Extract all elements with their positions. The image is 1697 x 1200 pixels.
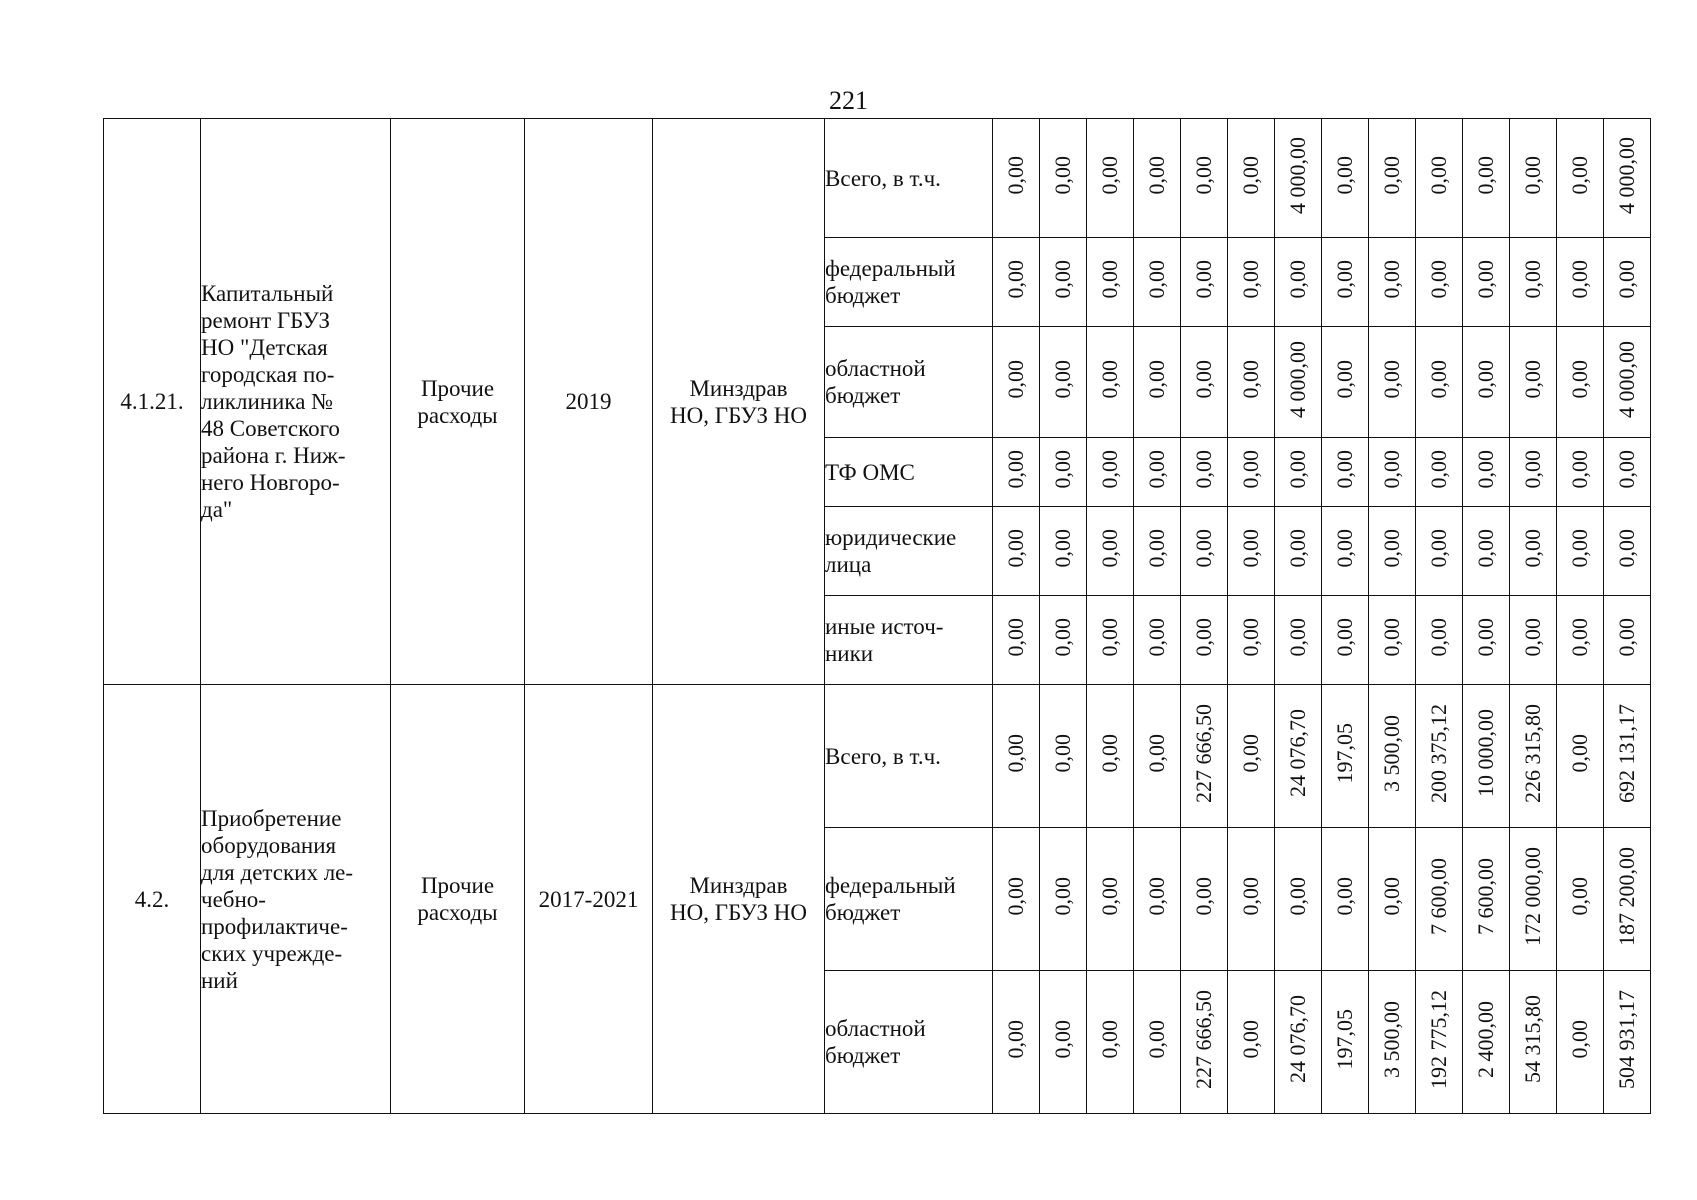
value-cell: [1181, 327, 1228, 438]
value-text: 0,00: [1003, 449, 1028, 489]
period: 2017-2021: [525, 685, 653, 1114]
value-text: 187 200,00: [1614, 846, 1639, 946]
value-cell: [1040, 596, 1087, 685]
value-cell: [1604, 596, 1651, 685]
value-cell: [993, 507, 1040, 596]
value-cell: [993, 971, 1040, 1114]
value-text: 0,00: [1238, 259, 1263, 299]
value-cell: [993, 119, 1040, 238]
value-text: 0,00: [1332, 528, 1357, 568]
value-text: 0,00: [1144, 617, 1169, 657]
value-cell: [1181, 119, 1228, 238]
value-text: 226 315,80: [1520, 703, 1545, 803]
value-text: 0,00: [1567, 449, 1592, 489]
value-cell: [1416, 507, 1463, 596]
value-cell: [1604, 685, 1651, 828]
value-text: 0,00: [1238, 155, 1263, 195]
value-cell: [1134, 327, 1181, 438]
value-text: 0,00: [1050, 617, 1075, 657]
value-text: 192 775,12: [1426, 989, 1451, 1089]
value-text: 0,00: [1379, 876, 1404, 916]
value-cell: [1463, 507, 1510, 596]
value-cell: [1604, 438, 1651, 507]
value-text: 0,00: [1567, 528, 1592, 568]
value-cell: [1087, 327, 1134, 438]
value-cell: [1040, 828, 1087, 971]
value-text: 197,05: [1332, 722, 1357, 784]
value-cell: [1369, 119, 1416, 238]
value-cell: [1510, 971, 1557, 1114]
funding-source: юридические лица: [825, 507, 993, 596]
funding-source: Всего, в т.ч.: [825, 119, 993, 238]
value-cell: [1275, 971, 1322, 1114]
value-text: 0,00: [1050, 259, 1075, 299]
executor: Минздрав НО, ГБУЗ НО: [653, 685, 825, 1114]
value-text: 7 600,00: [1473, 857, 1498, 935]
value-cell: [1087, 971, 1134, 1114]
value-text: 0,00: [1144, 876, 1169, 916]
value-cell: [1134, 238, 1181, 327]
value-cell: [1510, 685, 1557, 828]
value-cell: [1275, 828, 1322, 971]
value-cell: [1134, 119, 1181, 238]
value-cell: [1040, 507, 1087, 596]
value-text: 0,00: [1238, 1019, 1263, 1059]
value-cell: [1040, 438, 1087, 507]
value-cell: [1510, 507, 1557, 596]
value-text: 54 315,80: [1520, 995, 1545, 1083]
value-text: 0,00: [1426, 259, 1451, 299]
value-cell: [1228, 238, 1275, 327]
value-text: 0,00: [1003, 617, 1028, 657]
value-cell: [1087, 507, 1134, 596]
value-text: 0,00: [1050, 876, 1075, 916]
value-text: 200 375,12: [1426, 703, 1451, 803]
value-text: 0,00: [1238, 617, 1263, 657]
value-text: 0,00: [1050, 528, 1075, 568]
value-cell: [1134, 438, 1181, 507]
value-cell: [1275, 119, 1322, 238]
funding-source: федеральный бюджет: [825, 828, 993, 971]
value-text: 4 000,00: [1285, 340, 1310, 418]
value-text: 504 931,17: [1614, 989, 1639, 1089]
item-name: Капитальный ремонт ГБУЗ НО "Детская городская по- ликлиника № 48 Советского района г. Ниж- него Новгоро- да": [201, 119, 391, 685]
value-text: 0,00: [1332, 359, 1357, 399]
value-text: 0,00: [1097, 359, 1122, 399]
value-text: 0,00: [1003, 528, 1028, 568]
value-text: 0,00: [1191, 155, 1216, 195]
value-text: 3 500,00: [1379, 714, 1404, 792]
value-cell: [1228, 828, 1275, 971]
value-cell: [1604, 971, 1651, 1114]
value-cell: [1557, 685, 1604, 828]
value-text: 0,00: [1003, 1019, 1028, 1059]
value-cell: [1369, 596, 1416, 685]
value-cell: [1275, 327, 1322, 438]
value-cell: [1228, 438, 1275, 507]
value-text: 0,00: [1520, 617, 1545, 657]
value-text: 4 000,00: [1614, 136, 1639, 214]
value-text: 0,00: [1379, 617, 1404, 657]
value-text: 0,00: [1473, 449, 1498, 489]
value-cell: [1369, 438, 1416, 507]
value-cell: [1369, 238, 1416, 327]
value-text: 0,00: [1567, 876, 1592, 916]
value-cell: [993, 828, 1040, 971]
value-cell: [1134, 971, 1181, 1114]
value-cell: [1557, 238, 1604, 327]
value-text: 0,00: [1191, 449, 1216, 489]
value-text: 0,00: [1050, 733, 1075, 773]
value-cell: [1322, 685, 1369, 828]
value-text: 0,00: [1191, 259, 1216, 299]
value-text: 0,00: [1097, 733, 1122, 773]
value-cell: [1322, 119, 1369, 238]
value-text: 0,00: [1050, 449, 1075, 489]
value-text: 692 131,17: [1614, 703, 1639, 803]
value-text: 0,00: [1050, 1019, 1075, 1059]
value-cell: [1369, 327, 1416, 438]
value-cell: [1087, 238, 1134, 327]
value-text: 0,00: [1285, 528, 1310, 568]
value-text: 0,00: [1567, 259, 1592, 299]
value-cell: [1275, 507, 1322, 596]
value-cell: [1557, 438, 1604, 507]
value-text: 0,00: [1473, 359, 1498, 399]
value-cell: [1275, 238, 1322, 327]
value-text: 7 600,00: [1426, 857, 1451, 935]
value-cell: [993, 685, 1040, 828]
expense-type: Прочие расходы: [391, 119, 525, 685]
value-cell: [1087, 828, 1134, 971]
item-name: Приобретение оборудования для детских ле- чебно- профилактиче- ских учрежде- ний: [201, 685, 391, 1114]
value-cell: [1087, 119, 1134, 238]
value-cell: [1416, 971, 1463, 1114]
value-text: 0,00: [1379, 528, 1404, 568]
funding-source: областной бюджет: [825, 327, 993, 438]
value-cell: [1463, 119, 1510, 238]
value-text: 0,00: [1379, 359, 1404, 399]
value-text: 0,00: [1003, 359, 1028, 399]
value-cell: [1087, 596, 1134, 685]
value-text: 0,00: [1614, 617, 1639, 657]
value-text: 0,00: [1238, 528, 1263, 568]
value-text: 0,00: [1003, 733, 1028, 773]
value-text: 0,00: [1097, 449, 1122, 489]
value-text: 0,00: [1238, 876, 1263, 916]
value-text: 10 000,00: [1473, 709, 1498, 797]
value-cell: [1181, 596, 1228, 685]
value-cell: [1604, 119, 1651, 238]
value-text: 0,00: [1003, 876, 1028, 916]
budget-table: [103, 118, 1651, 1114]
value-text: 0,00: [1144, 259, 1169, 299]
value-text: 0,00: [1191, 528, 1216, 568]
value-cell: [1181, 828, 1228, 971]
value-cell: [1369, 971, 1416, 1114]
value-cell: [1322, 596, 1369, 685]
value-text: 0,00: [1426, 359, 1451, 399]
value-cell: [1087, 438, 1134, 507]
value-text: 0,00: [1191, 876, 1216, 916]
value-text: 0,00: [1285, 617, 1310, 657]
value-text: 227 666,50: [1191, 703, 1216, 803]
value-text: 3 500,00: [1379, 1000, 1404, 1078]
value-cell: [1463, 596, 1510, 685]
value-text: 0,00: [1097, 528, 1122, 568]
value-text: 0,00: [1238, 449, 1263, 489]
funding-source: иные источ- ники: [825, 596, 993, 685]
value-text: 0,00: [1473, 528, 1498, 568]
value-cell: [1604, 507, 1651, 596]
value-cell: [1228, 685, 1275, 828]
value-text: 0,00: [1426, 155, 1451, 195]
value-cell: [1604, 238, 1651, 327]
value-cell: [1322, 238, 1369, 327]
value-cell: [1322, 971, 1369, 1114]
value-text: 0,00: [1285, 449, 1310, 489]
value-text: 2 400,00: [1473, 1000, 1498, 1078]
value-text: 0,00: [1144, 528, 1169, 568]
value-cell: [1463, 327, 1510, 438]
executor: Минздрав НО, ГБУЗ НО: [653, 119, 825, 685]
value-cell: [1510, 828, 1557, 971]
item-code: 4.2.: [104, 685, 201, 1114]
value-cell: [1557, 507, 1604, 596]
value-cell: [1181, 507, 1228, 596]
value-text: 0,00: [1144, 733, 1169, 773]
value-cell: [993, 438, 1040, 507]
table-row: [104, 685, 1651, 828]
value-cell: [993, 596, 1040, 685]
value-cell: [1040, 971, 1087, 1114]
value-text: 0,00: [1285, 259, 1310, 299]
value-text: 0,00: [1003, 155, 1028, 195]
period: 2019: [525, 119, 653, 685]
value-text: 0,00: [1379, 449, 1404, 489]
value-text: 0,00: [1191, 359, 1216, 399]
value-cell: [1228, 507, 1275, 596]
table-row: [104, 119, 1651, 238]
value-cell: [1134, 596, 1181, 685]
value-text: 0,00: [1520, 155, 1545, 195]
value-cell: [993, 327, 1040, 438]
value-text: 0,00: [1567, 155, 1592, 195]
value-cell: [1510, 327, 1557, 438]
value-text: 0,00: [1379, 259, 1404, 299]
value-cell: [1322, 828, 1369, 971]
value-cell: [1463, 685, 1510, 828]
value-text: 0,00: [1144, 1019, 1169, 1059]
value-text: 0,00: [1238, 359, 1263, 399]
value-text: 0,00: [1426, 617, 1451, 657]
value-text: 0,00: [1426, 449, 1451, 489]
value-text: 0,00: [1332, 259, 1357, 299]
value-cell: [1557, 119, 1604, 238]
value-text: 0,00: [1473, 259, 1498, 299]
funding-source: областной бюджет: [825, 971, 993, 1114]
value-cell: [1181, 971, 1228, 1114]
value-text: 0,00: [1097, 876, 1122, 916]
value-text: 0,00: [1520, 528, 1545, 568]
value-text: 0,00: [1614, 259, 1639, 299]
value-cell: [1557, 971, 1604, 1114]
value-text: 0,00: [1567, 733, 1592, 773]
funding-source: ТФ ОМС: [825, 438, 993, 507]
value-cell: [1369, 507, 1416, 596]
value-text: 0,00: [1567, 617, 1592, 657]
value-cell: [993, 238, 1040, 327]
value-text: 0,00: [1567, 1019, 1592, 1059]
funding-source: федеральный бюджет: [825, 238, 993, 327]
value-cell: [1040, 238, 1087, 327]
value-text: 0,00: [1473, 617, 1498, 657]
value-text: 0,00: [1567, 359, 1592, 399]
value-cell: [1134, 828, 1181, 971]
value-text: 4 000,00: [1285, 136, 1310, 214]
value-text: 0,00: [1097, 617, 1122, 657]
value-text: 0,00: [1614, 449, 1639, 489]
value-cell: [1416, 438, 1463, 507]
value-cell: [1228, 119, 1275, 238]
value-cell: [1463, 238, 1510, 327]
value-cell: [1463, 828, 1510, 971]
value-cell: [1322, 507, 1369, 596]
value-text: 0,00: [1473, 155, 1498, 195]
value-cell: [1510, 119, 1557, 238]
value-text: 4 000,00: [1614, 340, 1639, 418]
value-cell: [1228, 596, 1275, 685]
value-text: 0,00: [1285, 876, 1310, 916]
value-text: 0,00: [1520, 359, 1545, 399]
value-text: 0,00: [1332, 449, 1357, 489]
value-cell: [1416, 327, 1463, 438]
value-cell: [1322, 327, 1369, 438]
value-text: 0,00: [1050, 359, 1075, 399]
value-text: 24 076,70: [1285, 995, 1310, 1083]
value-cell: [1322, 438, 1369, 507]
value-text: 0,00: [1097, 1019, 1122, 1059]
value-cell: [1275, 685, 1322, 828]
value-cell: [1557, 828, 1604, 971]
value-text: 0,00: [1426, 528, 1451, 568]
funding-source: Всего, в т.ч.: [825, 685, 993, 828]
value-cell: [1087, 685, 1134, 828]
value-cell: [1228, 971, 1275, 1114]
value-text: 172 000,00: [1520, 846, 1545, 946]
value-cell: [1416, 238, 1463, 327]
value-text: 0,00: [1238, 733, 1263, 773]
value-cell: [1557, 596, 1604, 685]
page-number: 221: [829, 86, 868, 115]
expense-type: Прочие расходы: [391, 685, 525, 1114]
value-text: 227 666,50: [1191, 989, 1216, 1089]
value-cell: [1369, 685, 1416, 828]
value-text: 0,00: [1097, 259, 1122, 299]
value-cell: [1510, 596, 1557, 685]
value-text: 0,00: [1144, 155, 1169, 195]
value-cell: [1510, 438, 1557, 507]
value-text: 0,00: [1332, 876, 1357, 916]
value-cell: [1134, 685, 1181, 828]
value-text: 0,00: [1379, 155, 1404, 195]
value-cell: [1040, 119, 1087, 238]
value-text: 0,00: [1520, 259, 1545, 299]
value-cell: [1181, 438, 1228, 507]
value-cell: [1604, 828, 1651, 971]
value-cell: [1181, 238, 1228, 327]
value-text: 0,00: [1003, 259, 1028, 299]
value-text: 0,00: [1520, 449, 1545, 489]
item-code: 4.1.21.: [104, 119, 201, 685]
value-text: 0,00: [1332, 155, 1357, 195]
value-text: 0,00: [1614, 528, 1639, 568]
value-text: 0,00: [1144, 449, 1169, 489]
value-text: 0,00: [1191, 617, 1216, 657]
value-text: 24 076,70: [1285, 709, 1310, 797]
value-cell: [1275, 596, 1322, 685]
value-cell: [1275, 438, 1322, 507]
value-cell: [1228, 327, 1275, 438]
value-cell: [1040, 327, 1087, 438]
value-cell: [1463, 438, 1510, 507]
value-cell: [1040, 685, 1087, 828]
value-cell: [1463, 971, 1510, 1114]
value-cell: [1416, 119, 1463, 238]
value-cell: [1510, 238, 1557, 327]
value-cell: [1604, 327, 1651, 438]
value-cell: [1181, 685, 1228, 828]
value-text: 0,00: [1332, 617, 1357, 657]
value-cell: [1369, 828, 1416, 971]
value-cell: [1416, 828, 1463, 971]
value-text: 0,00: [1144, 359, 1169, 399]
value-cell: [1416, 685, 1463, 828]
value-text: 197,05: [1332, 1008, 1357, 1070]
value-text: 0,00: [1050, 155, 1075, 195]
value-text: 0,00: [1097, 155, 1122, 195]
value-cell: [1557, 327, 1604, 438]
value-cell: [1134, 507, 1181, 596]
value-cell: [1416, 596, 1463, 685]
